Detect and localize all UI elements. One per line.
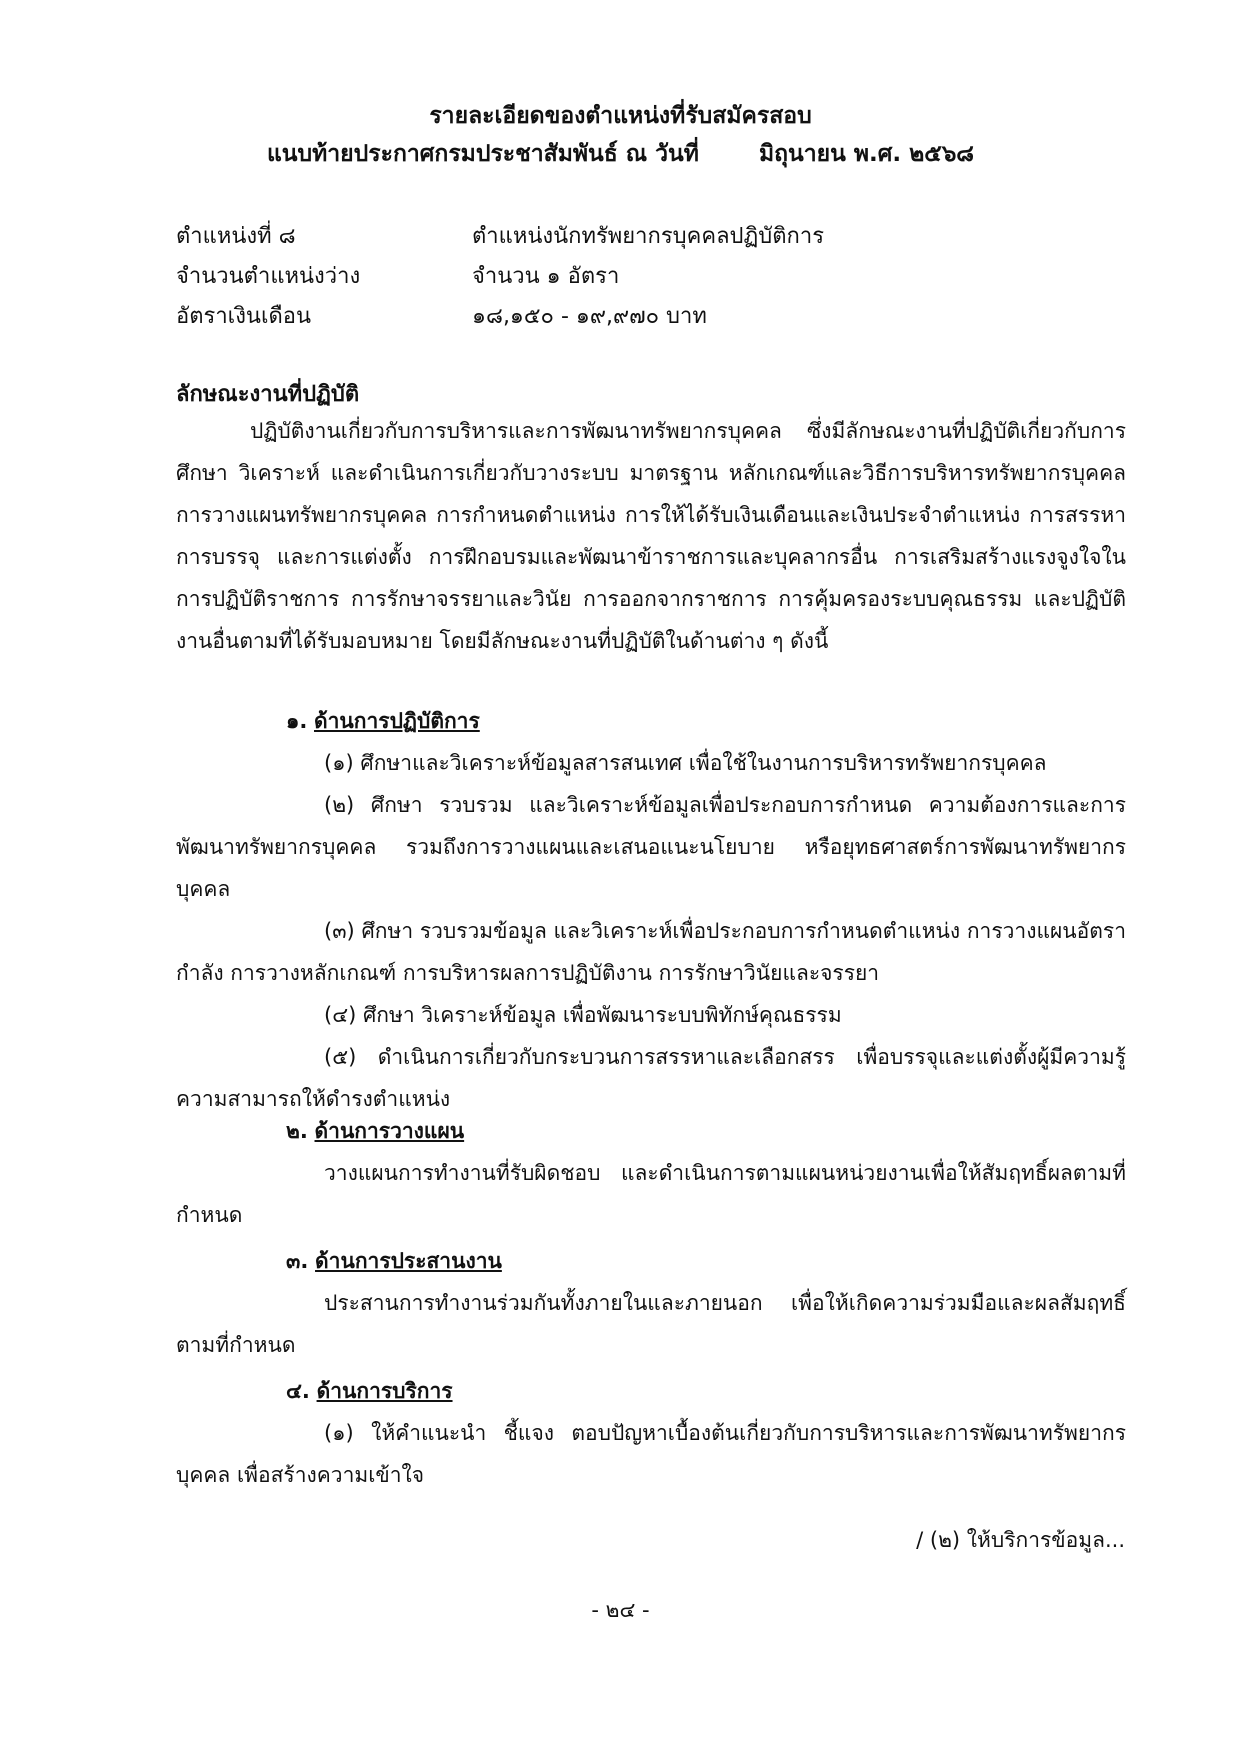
section-2-text: วางแผนการทำงานที่รับผิดชอบ และดำเนินการตามแผนหน่วยงานเพื่อให้สัมฤทธิ์ผลตามที่กำหนด	[176, 1161, 1126, 1227]
section-3	[176, 1240, 1126, 1366]
page-number: - ๒๔ -	[591, 1598, 650, 1622]
section-3-title: ด้านการประสานงาน	[315, 1249, 502, 1273]
info-label: อัตราเงินเดือน	[176, 304, 312, 329]
section-3-heading	[176, 1240, 1126, 1282]
section-4	[176, 1370, 1126, 1496]
section-1-item-5: (๕) ดำเนินการเกี่ยวกับกระบวนการสรรหาและเลือกสรร เพื่อบรรจุและแต่งตั้งผู้มีความรู้ความสามารถให้ดำรงตำแหน่ง	[176, 1045, 1126, 1111]
section-1-item-1: (๑) ศึกษาและวิเคราะห์ข้อมูลสารสนเทศ เพื่อใช้ในงานการบริหารทรัพยากรบุคคล	[324, 751, 1047, 775]
subtitle-part1: แนบท้ายประกาศกรมประชาสัมพันธ์ ณ วันที่	[266, 141, 699, 167]
section-1	[176, 700, 1126, 1120]
section-1-item-4: (๔) ศึกษา วิเคราะห์ข้อมูล เพื่อพัฒนาระบบพิทักษ์คุณธรรม	[324, 1003, 842, 1027]
section-4-number: ๔.	[286, 1379, 310, 1403]
section-2	[176, 1110, 1126, 1236]
info-value: ๑๘,๑๕๐ - ๑๙,๙๗๐ บาท	[472, 304, 707, 329]
section-4-text: (๑) ให้คำแนะนำ ชี้แจง ตอบปัญหาเบื้องต้นเกี่ยวกับการบริหารและการพัฒนาทรัพยากรบุคคล เพื่อสร้างความเข้าใจ	[176, 1421, 1126, 1487]
section-4-heading	[176, 1370, 1126, 1412]
section-1-title: ด้านการปฏิบัติการ	[314, 709, 480, 733]
info-value: ตำแหน่งนักทรัพยากรบุคคลปฏิบัติการ	[472, 224, 825, 249]
section-1-number: ๑.	[286, 709, 308, 733]
doc-subtitle	[0, 136, 1241, 172]
info-label: จำนวนตำแหน่งว่าง	[176, 264, 361, 289]
section-4-title: ด้านการบริการ	[316, 1379, 453, 1403]
continuation-note: / (๒) ให้บริการข้อมูล...	[916, 1528, 1125, 1552]
section-3-number: ๓.	[286, 1249, 309, 1273]
section-1-item-2: (๒) ศึกษา รวบรวม และวิเคราะห์ข้อมูลเพื่อประกอบการกำหนด ความต้องการและการพัฒนาทรัพยากรบุคคล รวมถึงการวางแผนและเสนอแนะนโยบาย หรือยุทธศาสตร์การพัฒนาทรัพยากรบุคคล	[176, 793, 1126, 901]
section-1-item-3: (๓) ศึกษา รวบรวมข้อมูล และวิเคราะห์เพื่อประกอบการกำหนดตำแหน่ง การวางแผนอัตรากำลัง การวางหลักเกณฑ์ การบริหารผลการปฏิบัติงาน การรักษาวินัยและจรรยา	[176, 919, 1126, 985]
doc-title: รายละเอียดของตำแหน่งที่รับสมัครสอบ	[429, 103, 812, 129]
info-value: จำนวน ๑ อัตรา	[472, 264, 620, 289]
section-2-title: ด้านการวางแผน	[314, 1119, 465, 1143]
section-2-number: ๒.	[286, 1119, 308, 1143]
intro-block	[176, 410, 1126, 662]
intro-paragraph: ปฏิบัติงานเกี่ยวกับการบริหารและการพัฒนาทรัพยากรบุคคล ซึ่งมีลักษณะงานที่ปฏิบัติเกี่ยวกับการศึกษา วิเคราะห์ และดำเนินการเกี่ยวกับวางระบบ มาตรฐาน หลักเกณฑ์และวิธีการบริหารทรัพยากรบุคคล การวางแผนทรัพยากรบุคคล การกำหนดตำแหน่ง การให้ได้รับเงินเดือนและเงินประจำตำแหน่ง การสรรหา การบรรจุ และการแต่งตั้ง การฝึกอบรมและพัฒนาข้าราชการและบุคลากรอื่น การเสริมสร้างแรงจูงใจในการปฏิบัติราชการ การรักษาจรรยาและวินัย การออกจากราชการ การคุ้มครองระบบคุณธรรม และปฏิบัติงานอื่นตามที่ได้รับมอบหมาย โดยมีลักษณะงานที่ปฏิบัติในด้านต่าง ๆ ดังนี้	[176, 419, 1126, 653]
section-1-heading	[176, 700, 1126, 742]
section-title: ลักษณะงานที่ปฏิบัติ	[176, 382, 360, 407]
subtitle-date: มิถุนายน พ.ศ. ๒๕๖๘	[758, 141, 975, 167]
section-3-text: ประสานการทำงานร่วมกันทั้งภายในและภายนอก เพื่อให้เกิดความร่วมมือและผลสัมฤทธิ์ตามที่กำหนด	[176, 1291, 1126, 1357]
info-label: ตำแหน่งที่ ๘	[176, 224, 296, 249]
section-2-heading	[176, 1110, 1126, 1152]
